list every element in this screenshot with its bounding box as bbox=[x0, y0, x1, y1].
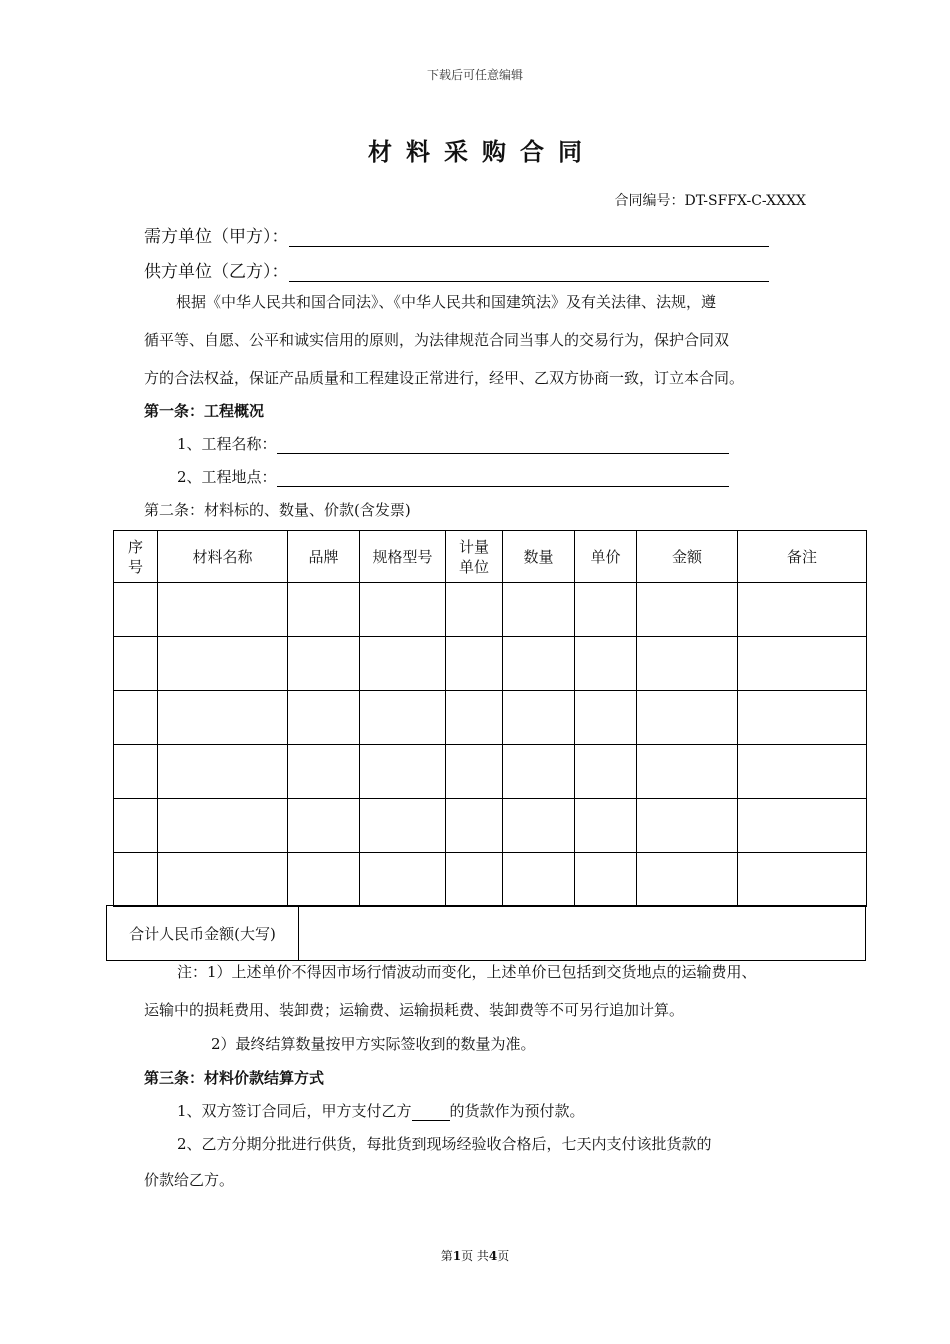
table-cell[interactable] bbox=[114, 799, 158, 853]
column-header: 备注 bbox=[738, 531, 867, 583]
table-cell[interactable] bbox=[446, 799, 503, 853]
table-cell[interactable] bbox=[637, 637, 738, 691]
preamble-line: 根据《中华人民共和国合同法》、《中华人民共和国建筑法》及有关法律、法规，遵 bbox=[176, 293, 717, 311]
article-3-item-2-line: 价款给乙方。 bbox=[144, 1171, 235, 1189]
preamble-line: 方的合法权益，保证产品质量和工程建设正常进行，经甲、乙双方协商一致，订立本合同。 bbox=[144, 369, 745, 387]
table-cell[interactable] bbox=[575, 691, 637, 745]
page-title: 材料采购合同 bbox=[368, 137, 596, 166]
table-cell[interactable] bbox=[114, 637, 158, 691]
table-cell[interactable] bbox=[288, 745, 360, 799]
party-b-row bbox=[144, 257, 769, 282]
column-header: 计量 单位 bbox=[446, 531, 503, 583]
table-cell[interactable] bbox=[446, 745, 503, 799]
note-line: 2）最终结算数量按甲方实际签收到的数量为准。 bbox=[211, 1035, 536, 1053]
table-cell[interactable] bbox=[637, 853, 738, 907]
table-cell[interactable] bbox=[446, 691, 503, 745]
table-cell[interactable] bbox=[637, 799, 738, 853]
table-row bbox=[114, 745, 867, 799]
table-cell[interactable] bbox=[503, 745, 575, 799]
column-header: 单价 bbox=[575, 531, 637, 583]
table-cell[interactable] bbox=[738, 637, 867, 691]
table-cell[interactable] bbox=[575, 637, 637, 691]
table-cell[interactable] bbox=[503, 691, 575, 745]
article-2-heading: 第二条：材料标的、数量、价款(含发票) bbox=[144, 501, 411, 519]
column-header: 品牌 bbox=[288, 531, 360, 583]
table-cell[interactable] bbox=[114, 853, 158, 907]
column-header: 材料名称 bbox=[158, 531, 288, 583]
contract-number: 合同编号：DT-SFFX-C-XXXX bbox=[614, 193, 806, 209]
article-1-heading: 第一条：工程概况 bbox=[144, 402, 265, 420]
table-cell[interactable] bbox=[738, 799, 867, 853]
table-cell[interactable] bbox=[503, 637, 575, 691]
table-cell[interactable] bbox=[114, 691, 158, 745]
table-cell[interactable] bbox=[288, 691, 360, 745]
table-cell[interactable] bbox=[114, 745, 158, 799]
project-location-label: 2、工程地点： bbox=[177, 468, 277, 486]
table-cell[interactable] bbox=[575, 745, 637, 799]
table-cell[interactable] bbox=[446, 853, 503, 907]
project-name-blank[interactable] bbox=[277, 439, 729, 454]
table-cell[interactable] bbox=[288, 583, 360, 637]
table-cell[interactable] bbox=[575, 853, 637, 907]
column-header: 金额 bbox=[637, 531, 738, 583]
table-cell[interactable] bbox=[158, 583, 288, 637]
column-header: 序 号 bbox=[114, 531, 158, 583]
table-cell[interactable] bbox=[575, 583, 637, 637]
column-header: 数量 bbox=[503, 531, 575, 583]
table-cell[interactable] bbox=[288, 799, 360, 853]
table-cell[interactable] bbox=[288, 853, 360, 907]
column-header: 规格型号 bbox=[360, 531, 446, 583]
prepayment-blank[interactable] bbox=[412, 1106, 450, 1121]
page-footer: 第1页 共4页 bbox=[440, 1249, 510, 1263]
table-cell[interactable] bbox=[637, 691, 738, 745]
table-cell[interactable] bbox=[503, 799, 575, 853]
header-note: 下载后可任意编辑 bbox=[426, 68, 523, 82]
table-row bbox=[114, 583, 867, 637]
table-cell[interactable] bbox=[158, 799, 288, 853]
party-b-label: 供方单位（乙方）： bbox=[144, 262, 289, 282]
table-row bbox=[114, 691, 867, 745]
table-cell[interactable] bbox=[158, 691, 288, 745]
total-row bbox=[107, 906, 866, 961]
table-row bbox=[114, 853, 867, 907]
article-3-item-2-line: 2、乙方分期分批进行供货，每批货到现场经验收合格后，七天内支付该批货款的 bbox=[177, 1135, 712, 1153]
table-cell[interactable] bbox=[738, 691, 867, 745]
table-cell[interactable] bbox=[446, 637, 503, 691]
table-cell[interactable] bbox=[360, 691, 446, 745]
page-total: 4 bbox=[488, 1249, 498, 1263]
table-header-row bbox=[114, 531, 867, 583]
article-3-item-1: 1、双方签订合同后，甲方支付乙方 的货款作为预付款。 bbox=[177, 1102, 585, 1120]
total-label: 合计人民币金额(大写) bbox=[107, 906, 299, 961]
table-cell[interactable] bbox=[288, 637, 360, 691]
table-row bbox=[114, 637, 867, 691]
project-name-label: 1、工程名称： bbox=[177, 435, 277, 453]
table-cell[interactable] bbox=[360, 853, 446, 907]
table-cell[interactable] bbox=[503, 583, 575, 637]
total-amount-cell[interactable] bbox=[299, 906, 866, 961]
table-cell[interactable] bbox=[637, 583, 738, 637]
table-cell[interactable] bbox=[575, 799, 637, 853]
article-3-heading: 第三条：材料价款结算方式 bbox=[144, 1069, 325, 1087]
table-cell[interactable] bbox=[360, 637, 446, 691]
page-number: 1 bbox=[452, 1249, 462, 1263]
table-cell[interactable] bbox=[360, 745, 446, 799]
total-amount-table bbox=[106, 905, 866, 961]
project-name-row bbox=[177, 433, 729, 454]
table-cell[interactable] bbox=[637, 745, 738, 799]
materials-table bbox=[113, 530, 867, 907]
table-row bbox=[114, 799, 867, 853]
project-location-blank[interactable] bbox=[277, 472, 729, 487]
table-cell[interactable] bbox=[738, 745, 867, 799]
table-cell[interactable] bbox=[114, 583, 158, 637]
party-b-blank[interactable] bbox=[289, 265, 769, 282]
table-cell[interactable] bbox=[158, 745, 288, 799]
table-cell[interactable] bbox=[446, 583, 503, 637]
material-rows bbox=[114, 583, 867, 907]
table-cell[interactable] bbox=[360, 799, 446, 853]
party-a-row bbox=[144, 222, 769, 247]
table-cell[interactable] bbox=[158, 637, 288, 691]
table-cell[interactable] bbox=[738, 853, 867, 907]
party-a-blank[interactable] bbox=[289, 230, 769, 247]
note-line: 运输中的损耗费用、装卸费；运输费、运输损耗费、装卸费等不可另行追加计算。 bbox=[144, 1001, 685, 1019]
table-cell[interactable] bbox=[360, 583, 446, 637]
table-cell[interactable] bbox=[158, 853, 288, 907]
note-line: 注：1）上述单价不得因市场行情波动而变化，上述单价已包括到交货地点的运输费用、 bbox=[177, 963, 757, 981]
project-location-row bbox=[177, 466, 729, 487]
preamble-line: 循平等、自愿、公平和诚实信用的原则，为法律规范合同当事人的交易行为，保护合同双 bbox=[144, 331, 730, 349]
party-a-label: 需方单位（甲方）： bbox=[144, 227, 289, 247]
table-cell[interactable] bbox=[503, 853, 575, 907]
table-cell[interactable] bbox=[738, 583, 867, 637]
